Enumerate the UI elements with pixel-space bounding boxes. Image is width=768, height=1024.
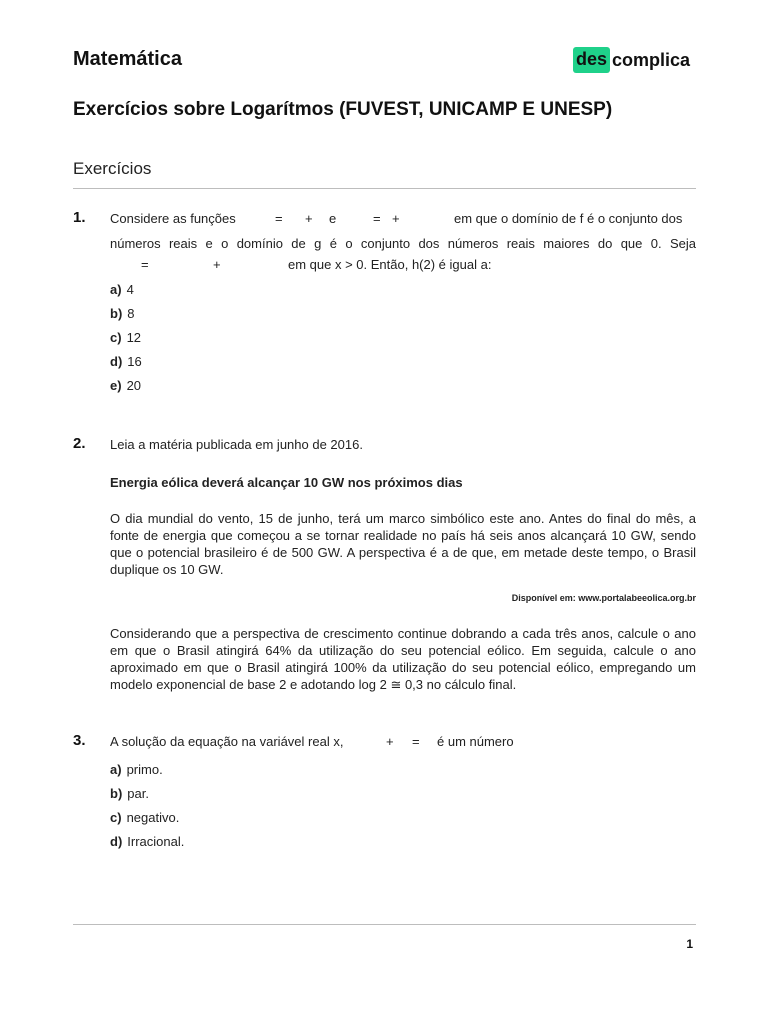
option-letter: b) (110, 306, 123, 321)
q3-option-b[interactable] (110, 786, 149, 801)
option-letter: c) (110, 330, 122, 345)
q1-option-a[interactable] (110, 282, 134, 297)
q3-tail: é um número (437, 734, 514, 749)
q1-option-c[interactable] (110, 330, 141, 345)
q1-option-e[interactable] (110, 378, 141, 393)
option-text: primo. (126, 762, 163, 777)
option-text: 8 (127, 306, 135, 321)
q1-eq2-equals: = (373, 211, 381, 226)
q3-option-d[interactable] (110, 834, 184, 849)
question-1-number: 1. (73, 209, 86, 226)
q1-eq3-equals: = (141, 257, 149, 272)
option-letter: c) (110, 810, 122, 825)
option-text: 12 (126, 330, 142, 345)
option-text: negativo. (126, 810, 180, 825)
descomplica-logo (573, 46, 690, 74)
logo-highlight: des (573, 47, 610, 73)
question-3-number: 3. (73, 732, 86, 749)
footer-divider (73, 924, 696, 925)
q2-intro: Leia a matéria publicada em junho de 2016. (110, 437, 363, 452)
q1-intro: Considere as funções (110, 211, 236, 226)
logo-rest: complica (612, 50, 691, 70)
option-text: 20 (126, 378, 142, 393)
q2-question: Considerando que a perspectiva de crescimento continue dobrando a cada três anos, calcule o ano em que o Brasil atingirá 64% da utilização do seu potencial eólico. Em seguida, calcule o ano aproximado em que o Brasil atingirá 100% da utilização do seu potencial eólico, empregando um modelo exponencial de base 2 e adotando log 2 ≅ 0,3 no cálculo final. (110, 626, 696, 692)
q2-article: O dia mundial do vento, 15 de junho, terá um marco simbólico este ano. Antes do final do mês, a fonte de energia que começou a se tornar realidade no país há seis anos alcançará 10 GW, sendo que o potencial brasileiro é de 500 GW. A perspectiva é a de que, em metade deste tempo, o Brasil duplique os 10 GW. (110, 511, 696, 577)
q1-eq3-plus: + (213, 257, 221, 272)
page-title: Exercícios sobre Logarítmos (FUVEST, UNICAMP E UNESP) (73, 99, 613, 120)
q1-eq2-plus: + (392, 211, 400, 226)
option-text: 16 (127, 354, 142, 369)
option-letter: d) (110, 354, 123, 369)
q1-eq1-plus: + (305, 211, 313, 226)
option-text: 4 (126, 282, 134, 297)
q1-line2: números reais e o domínio de g é o conjunto dos números reais maiores do que 0. Seja (110, 236, 696, 251)
option-letter: e) (110, 378, 122, 393)
option-letter: a) (110, 762, 122, 777)
section-title: Exercícios (73, 159, 152, 178)
option-letter: b) (110, 786, 123, 801)
q2-headline: Energia eólica deverá alcançar 10 GW nos próximos dias (110, 475, 463, 490)
q1-option-d[interactable] (110, 354, 142, 369)
q3-plus: + (386, 734, 394, 749)
q3-option-a[interactable] (110, 762, 163, 777)
option-letter: d) (110, 834, 123, 849)
q3-equals: = (412, 734, 420, 749)
option-text: Irracional. (127, 834, 185, 849)
q1-line1-tail: em que o domínio de f é o conjunto dos (454, 211, 683, 226)
option-letter: a) (110, 282, 122, 297)
q3-intro: A solução da equação na variável real x, (110, 734, 344, 749)
section-divider (73, 188, 696, 189)
q2-source: Disponível em: www.portalabeeolica.org.br (511, 593, 696, 603)
question-2-number: 2. (73, 435, 86, 452)
q1-line3-tail: em que x > 0. Então, h(2) é igual a: (288, 257, 492, 272)
q1-eq1-equals: = (275, 211, 283, 226)
option-text: par. (127, 786, 149, 801)
subject-title: Matemática (73, 48, 182, 70)
q3-option-c[interactable] (110, 810, 179, 825)
q1-option-b[interactable] (110, 306, 135, 321)
q1-conjunction: e (329, 211, 337, 226)
page-number: 1 (686, 937, 693, 951)
